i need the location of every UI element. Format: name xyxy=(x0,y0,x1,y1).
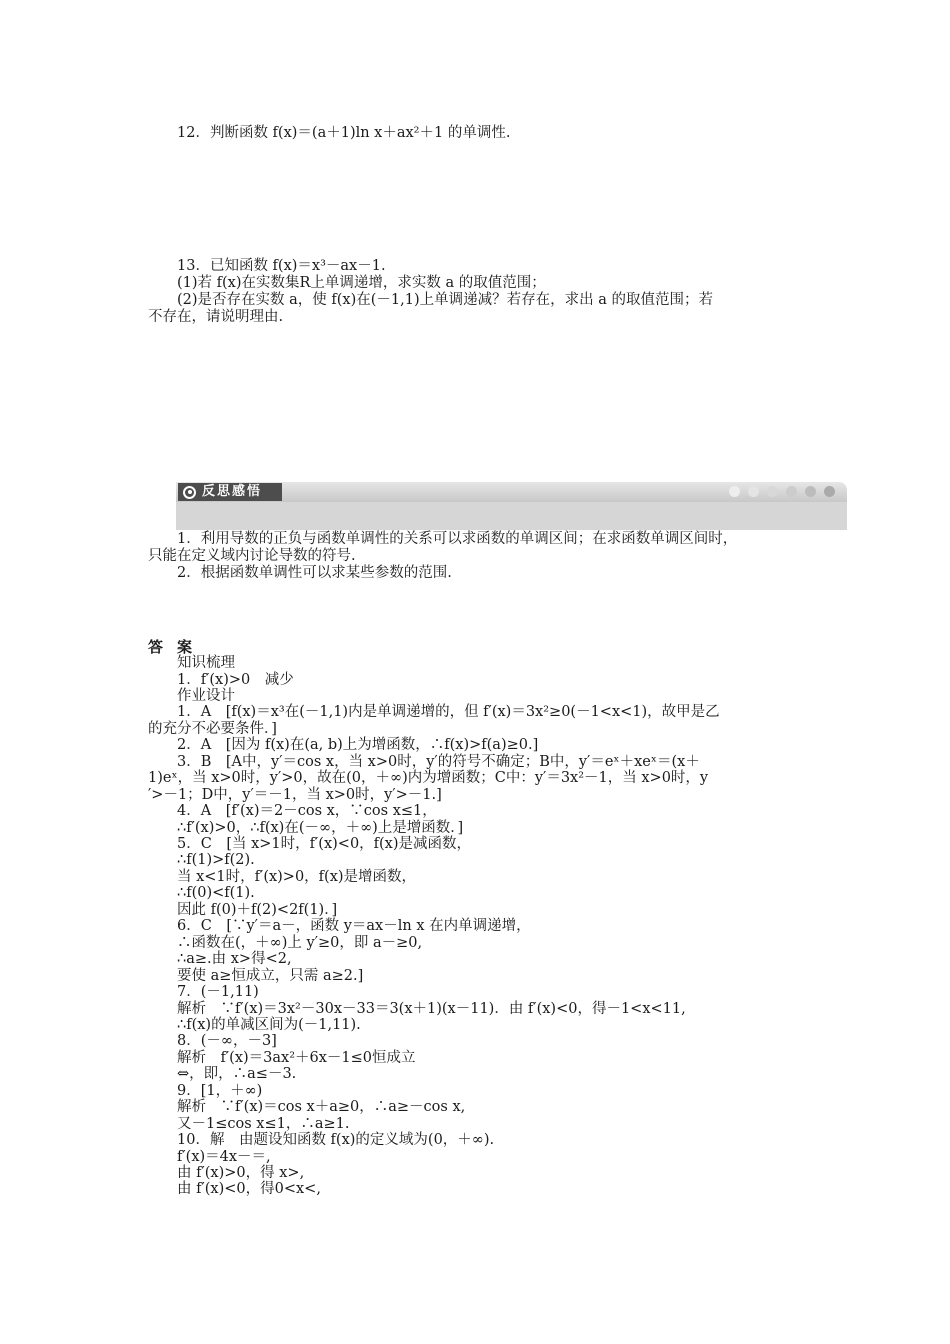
answer-line: 1．f′(x)>0 减少 xyxy=(177,671,294,688)
decorative-dots xyxy=(729,486,835,497)
answer-line: 9．[1，＋∞) xyxy=(177,1082,263,1099)
dot-icon xyxy=(824,486,835,497)
answer-line: 2．A [因为 f(x)在(a, b)上为增函数，∴f(x)>f(a)≥0.] xyxy=(177,737,539,754)
dot-icon xyxy=(748,486,759,497)
question-13-stem: 13．已知函数 f(x)＝x³－ax－1. xyxy=(177,258,386,274)
reflection-line: 1．利用导数的正负与函数单调性的关系可以求函数的单调区间；在求函数单调区间时， xyxy=(177,531,738,547)
target-icon xyxy=(183,486,196,499)
answers-title: 答案 xyxy=(148,638,207,656)
answer-line: 知识梳理 xyxy=(177,655,235,671)
answer-line: 1．A [f(x)＝x³在(－1,1)内是单调递增的，但 f′(x)＝3x²≥0(－1<x<1)，故甲是乙 xyxy=(177,704,720,721)
answer-line: 5．C [当 x>1时，f′(x)<0，f(x)是减函数， xyxy=(177,836,472,852)
answer-line: 7．(－1,11) xyxy=(177,984,259,1000)
reflection-line: 2．根据函数单调性可以求某些参数的范围. xyxy=(177,565,452,581)
answer-line: ∴函数在(，＋∞)上 y′≥0，即 a－≥0, xyxy=(177,934,423,951)
answer-line: 由 f′(x)>0，得 x>, xyxy=(177,1165,305,1181)
reflection-label xyxy=(178,483,282,501)
answer-line: f′(x)＝4x－＝, xyxy=(177,1148,271,1165)
answer-line: 因此 f(0)＋f(2)<2f(1)．] xyxy=(177,901,338,918)
answer-line: 解析 ∵f′(x)＝cos x＋a≥0，∴a≥－cos x, xyxy=(177,1099,466,1116)
question-13-part-2: (2)是否存在实数 a，使 f(x)在(－1,1)上单调递减？若存在，求出 a 的取值范围；若 xyxy=(177,292,713,308)
reflection-banner xyxy=(176,482,847,530)
answer-line: 又－1≤cos x≤1，∴a≥1. xyxy=(177,1115,350,1132)
answer-line: 要使 a≥恒成立，只需 a≥2.] xyxy=(177,967,364,984)
answer-line: 的充分不必要条件．] xyxy=(148,720,277,737)
banner-bottom-bar xyxy=(176,502,847,530)
answer-line: ∴f(0)<f(1). xyxy=(177,885,255,902)
answer-line: 解析 ∵f′(x)＝3x²－30x－33＝3(x＋1)(x－11)．由 f′(x)<0，得－1<x<11, xyxy=(177,1000,686,1017)
answer-line: ∴f′(x)>0，∴f(x)在(－∞，＋∞)上是增函数．] xyxy=(177,819,464,836)
answer-line: 10．解 由题设知函数 f(x)的定义域为(0，＋∞). xyxy=(177,1132,495,1148)
question-13-part-1: (1)若 f(x)在实数集R上单调递增，求实数 a 的取值范围； xyxy=(177,275,546,291)
answer-line: 作业设计 xyxy=(177,687,235,704)
answer-line: 4．A [f′(x)＝2－cos x，∵cos x≤1， xyxy=(177,803,437,819)
dot-icon xyxy=(767,486,778,497)
answer-line: ∴f(x)的单减区间为(－1,11). xyxy=(177,1016,361,1033)
dot-icon xyxy=(729,486,740,497)
answer-line: 3．B [A中，y′＝cos x，当 x>0时，y′的符号不确定；B中，y′＝eˣ＋xeˣ＝(x＋ xyxy=(177,753,700,770)
question-12: 12．判断函数 f(x)＝(a＋1)ln x＋ax²＋1 的单调性. xyxy=(177,125,511,141)
question-13-part-2-cont: 不存在，请说明理由. xyxy=(148,309,284,325)
answer-line: ∴a≥.由 x>得<2, xyxy=(177,951,292,968)
answer-line: 由 f′(x)<0，得0<x<, xyxy=(177,1181,321,1198)
answer-line: 解析 f′(x)＝3ax²＋6x－1≤0恒成立 xyxy=(177,1049,416,1066)
answer-line: 8．(－∞，－3] xyxy=(177,1033,277,1050)
dot-icon xyxy=(786,486,797,497)
answer-line: 6．C [∵y′＝a－，函数 y＝ax－ln x 在内单调递增， xyxy=(177,918,531,935)
dot-icon xyxy=(805,486,816,497)
reflection-label-text: 反思感悟 xyxy=(202,484,263,499)
answer-line: 1)eˣ，当 x>0时，y′>0，故在(0，＋∞)内为增函数；C中：y′＝3x²－1，当 x>0时，y xyxy=(148,770,709,787)
answer-line: ′>－1；D中，y′＝－1，当 x>0时，y′>－1.] xyxy=(148,786,442,803)
answer-line: ∴f(1)>f(2). xyxy=(177,852,255,869)
answer-line: 当 x<1时，f′(x)>0，f(x)是增函数， xyxy=(177,868,417,885)
reflection-line: 只能在定义域内讨论导数的符号. xyxy=(148,548,356,564)
answer-line: ⇔，即，∴a≤－3. xyxy=(177,1066,297,1083)
